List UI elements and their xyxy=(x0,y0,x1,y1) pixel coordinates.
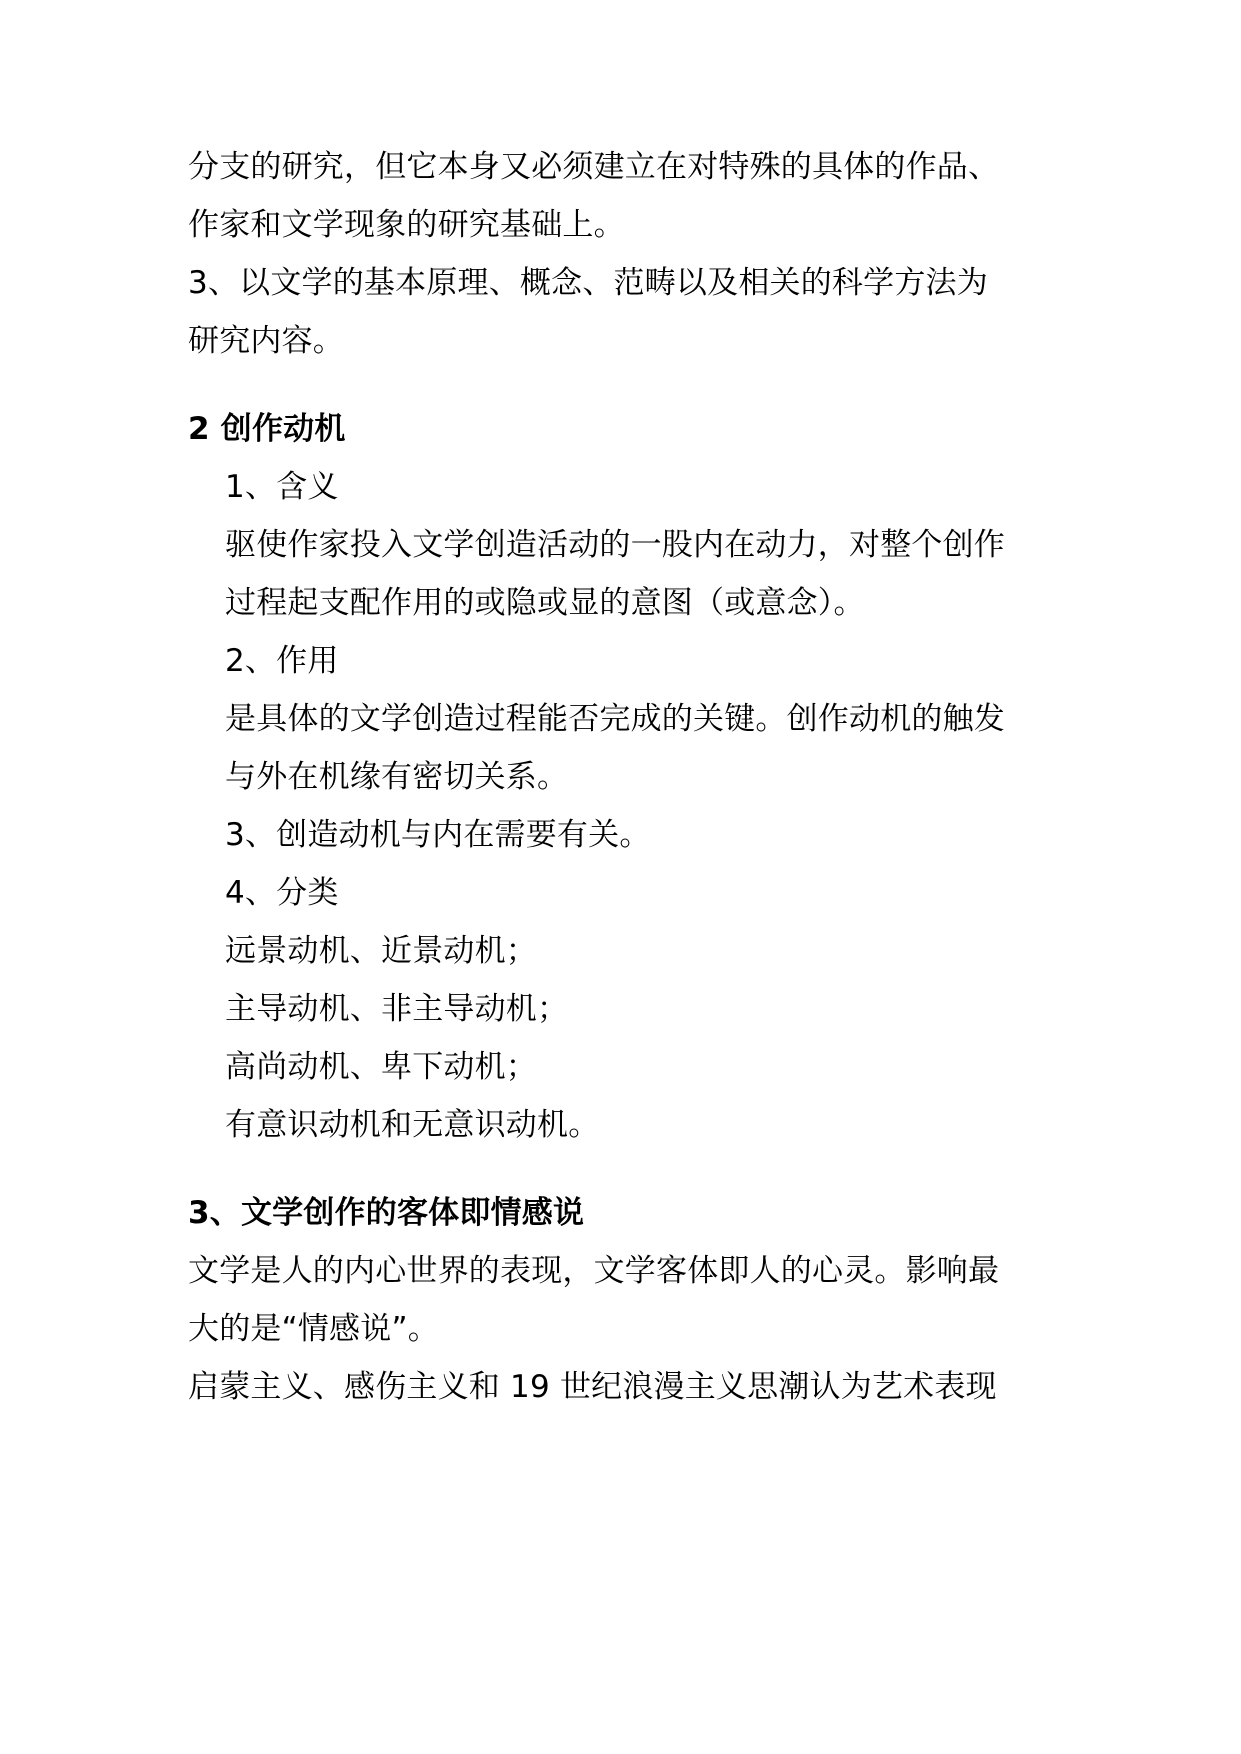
subheading: 4、分类 xyxy=(225,875,339,911)
paragraph-line: 过程起支配作用的或隐或显的意图（或意念）。 xyxy=(225,585,865,621)
list-item: 高尚动机、卑下动机； xyxy=(225,1049,537,1085)
list-item: 主导动机、非主导动机； xyxy=(225,991,569,1027)
paragraph-line: 大的是“情感说”。 xyxy=(188,1311,439,1347)
paragraph-line: 文学是人的内心世界的表现，文学客体即人的心灵。影响最 xyxy=(188,1253,1000,1289)
paragraph-line: 分支的研究，但它本身又必须建立在对特殊的具体的作品、 xyxy=(188,149,1000,185)
subheading: 2、作用 xyxy=(225,643,339,679)
section-heading: 2 创作动机 xyxy=(188,411,346,447)
paragraph-line: 研究内容。 xyxy=(188,323,344,359)
paragraph-line: 启蒙主义、感伤主义和 19 世纪浪漫主义思潮认为艺术表现 xyxy=(188,1369,997,1405)
paragraph-line: 与外在机缘有密切关系。 xyxy=(225,759,569,795)
list-item: 有意识动机和无意识动机。 xyxy=(225,1107,600,1143)
list-item-line: 3、以文学的基本原理、概念、范畴以及相关的科学方法为 xyxy=(188,265,988,301)
paragraph-line: 是具体的文学创造过程能否完成的关键。创作动机的触发 xyxy=(225,701,1005,737)
section-heading: 3、文学创作的客体即情感说 xyxy=(188,1195,585,1231)
subheading: 1、含义 xyxy=(225,469,339,505)
subheading: 3、创造动机与内在需要有关。 xyxy=(225,817,651,853)
list-item: 远景动机、近景动机； xyxy=(225,933,537,969)
paragraph-line: 作家和文学现象的研究基础上。 xyxy=(188,207,625,243)
paragraph-line: 驱使作家投入文学创造活动的一股内在动力，对整个创作 xyxy=(225,527,1005,563)
